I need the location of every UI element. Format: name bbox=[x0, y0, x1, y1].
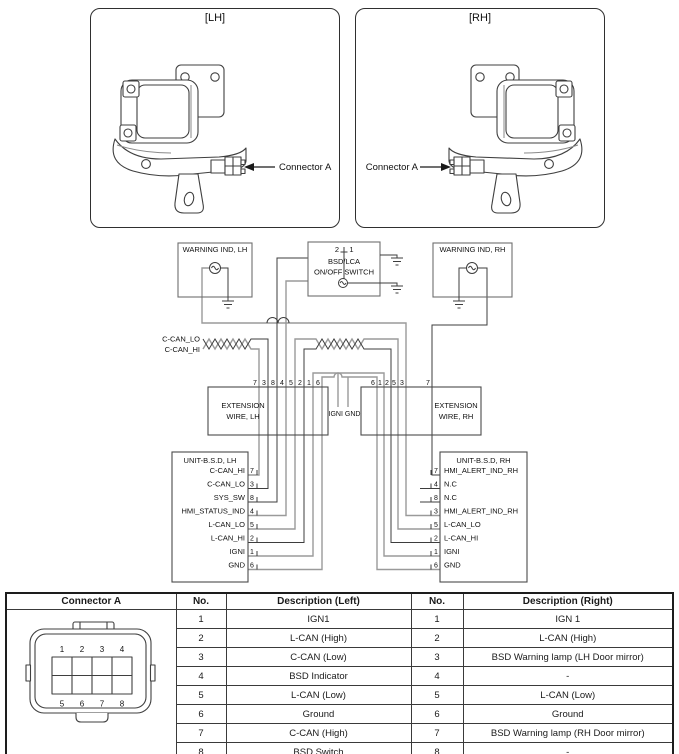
pin-number: 3 bbox=[434, 508, 438, 516]
cell-no-right: 1 bbox=[411, 610, 463, 629]
cell-desc-right: Ground bbox=[463, 705, 673, 724]
ext-lh-pin: 8 bbox=[271, 380, 275, 387]
cell-desc-right: L-CAN (Low) bbox=[463, 686, 673, 705]
header-desc-left: Description (Left) bbox=[226, 593, 411, 610]
pin-number: 7 bbox=[434, 468, 438, 475]
table-row bbox=[6, 610, 673, 629]
pin-number: 2 bbox=[434, 535, 438, 543]
pin-number: 4 bbox=[250, 508, 254, 516]
cell-no-right: 5 bbox=[411, 686, 463, 705]
cell-desc-right: IGN 1 bbox=[463, 610, 673, 629]
ext-rh-pin: 1 bbox=[378, 380, 382, 387]
panel-rh bbox=[355, 8, 605, 228]
cell-no-right: 2 bbox=[411, 629, 463, 648]
cell-no-left: 5 bbox=[176, 686, 226, 705]
pin-label: L-CAN_HI bbox=[210, 533, 245, 543]
switch-label-2: ON/OFF SWITCH bbox=[314, 267, 374, 277]
cell-desc-left: BSD Switch bbox=[226, 743, 411, 754]
pin-number: 1 bbox=[250, 549, 254, 556]
pin-label: HMI_ALERT_IND_RH bbox=[444, 466, 519, 475]
pin-label: L-CAN_HI bbox=[444, 533, 479, 543]
connector-pin-number: 4 bbox=[120, 645, 125, 654]
pin-label: L-CAN_LO bbox=[444, 520, 481, 529]
wire-switch-2 bbox=[248, 281, 308, 516]
table-header-row bbox=[6, 593, 673, 610]
extension-lh-label-1: EXTENSION bbox=[221, 401, 265, 410]
ext-rh-pin: 2 bbox=[385, 380, 389, 387]
switch-pin-2: 2 bbox=[334, 245, 340, 254]
header-no-right: No. bbox=[411, 593, 463, 610]
pin-number: 6 bbox=[434, 562, 438, 570]
extension-rh-label-1: EXTENSION bbox=[434, 401, 478, 410]
header-no-left: No. bbox=[176, 593, 226, 610]
pin-label: IGNI bbox=[444, 547, 460, 556]
pin-number: 3 bbox=[250, 481, 254, 489]
pin-number: 6 bbox=[250, 562, 254, 570]
cell-no-right: 4 bbox=[411, 667, 463, 686]
cell-no-right: 6 bbox=[411, 705, 463, 724]
connector-pin-number: 2 bbox=[80, 645, 85, 654]
pin-label: L-CAN_LO bbox=[208, 520, 245, 529]
wire-igni-gnd-drops bbox=[338, 373, 348, 407]
ext-lh-pin: 2 bbox=[298, 380, 302, 387]
pin-number: 7 bbox=[250, 468, 254, 475]
header-desc-right: Description (Right) bbox=[463, 593, 673, 610]
cell-no-right: 8 bbox=[411, 743, 463, 754]
bsd-unit-drawing-lh bbox=[91, 9, 339, 227]
ext-lh-pin: 1 bbox=[307, 380, 311, 387]
ground-icon bbox=[348, 283, 404, 293]
cell-desc-right: BSD Warning lamp (LH Door mirror) bbox=[463, 648, 673, 667]
ext-rh-pin: 6 bbox=[371, 380, 375, 387]
ground-icon bbox=[221, 268, 235, 308]
pin-label: HMI_ALERT_IND_RH bbox=[444, 506, 519, 516]
pin-number: 5 bbox=[434, 522, 438, 529]
cell-desc-left: C-CAN (Low) bbox=[226, 648, 411, 667]
connector-pin-number: 6 bbox=[80, 699, 85, 709]
connector-pin-number: 5 bbox=[60, 699, 65, 709]
header-connector: Connector A bbox=[6, 593, 176, 610]
cell-no-left: 3 bbox=[176, 648, 226, 667]
connector-pin-number: 7 bbox=[100, 699, 105, 709]
cell-no-left: 8 bbox=[176, 743, 226, 754]
switch-label-1: BSD/LCA bbox=[327, 257, 361, 266]
c-can-lo-label: C-CAN_LO bbox=[162, 334, 200, 344]
cell-no-left: 1 bbox=[176, 610, 226, 629]
ext-lh-pin: 4 bbox=[280, 380, 284, 387]
pin-number: 1 bbox=[434, 549, 438, 556]
warning-ind-lh-label: WARNING IND, LH bbox=[182, 245, 248, 254]
ext-lh-pin: 6 bbox=[316, 380, 320, 387]
pin-number: 5 bbox=[250, 522, 254, 529]
cell-desc-left: L-CAN (High) bbox=[226, 629, 411, 648]
igni-gnd-label: IGNI GND bbox=[328, 411, 361, 418]
cell-desc-right: - bbox=[463, 743, 673, 754]
cell-desc-right: L-CAN (High) bbox=[463, 629, 673, 648]
lamp-icon bbox=[467, 263, 478, 274]
connector-pinout-table bbox=[5, 592, 674, 754]
pin-label: GND bbox=[444, 560, 461, 570]
cell-no-right: 7 bbox=[411, 724, 463, 743]
ext-lh-pin: 3 bbox=[262, 380, 266, 387]
lamp-icon bbox=[210, 263, 221, 274]
connector-a-arrow bbox=[420, 163, 451, 171]
pin-label: N.C bbox=[444, 493, 457, 502]
panel-lh bbox=[90, 8, 340, 228]
connector-a-arrow bbox=[244, 163, 275, 171]
ground-icon bbox=[453, 268, 467, 308]
cell-no-left: 7 bbox=[176, 724, 226, 743]
cell-no-left: 4 bbox=[176, 667, 226, 686]
ext-rh-pin: 7 bbox=[426, 380, 430, 387]
cell-desc-left: BSD Indicator bbox=[226, 667, 411, 686]
pin-label: SYS_SW bbox=[213, 493, 245, 502]
pin-number: 8 bbox=[250, 495, 254, 502]
warning-ind-rh-label: WARNING IND, RH bbox=[439, 245, 506, 254]
pin-label: HMI_STATUS_IND bbox=[181, 506, 245, 516]
pin-label: IGNI bbox=[229, 547, 245, 556]
ext-rh-pin: 5 bbox=[392, 380, 396, 387]
cell-no-left: 6 bbox=[176, 705, 226, 724]
connector-pin-number: 1 bbox=[60, 645, 65, 654]
ext-lh-pin: 5 bbox=[289, 380, 293, 387]
connector-a-label-rh: Connector A bbox=[365, 162, 418, 173]
connector-a-drawing bbox=[7, 613, 175, 754]
cell-no-left: 2 bbox=[176, 629, 226, 648]
extension-wire-rh-box bbox=[361, 387, 481, 435]
connector-pin-grid bbox=[52, 657, 132, 694]
bsd-unit-drawing-rh bbox=[356, 9, 604, 227]
cell-desc-right: - bbox=[463, 667, 673, 686]
cell-desc-left: IGN1 bbox=[226, 610, 411, 629]
c-can-hi-label: C-CAN_HI bbox=[164, 345, 200, 354]
wire-warning-lh bbox=[202, 268, 440, 516]
connector-a-label-lh: Connector A bbox=[279, 162, 332, 173]
pin-number: 8 bbox=[434, 495, 438, 502]
panel-rh-title: [RH] bbox=[469, 12, 491, 24]
cell-desc-left: L-CAN (Low) bbox=[226, 686, 411, 705]
panel-lh-title: [LH] bbox=[204, 12, 226, 24]
extension-rh-label-2: WIRE, RH bbox=[438, 412, 474, 421]
connector-pin-number: 8 bbox=[120, 699, 125, 709]
pin-label: GND bbox=[228, 560, 245, 570]
cell-desc-left: C-CAN (High) bbox=[226, 724, 411, 743]
ext-lh-pin: 7 bbox=[253, 380, 257, 387]
cell-desc-left: Ground bbox=[226, 705, 411, 724]
pin-number: 4 bbox=[434, 481, 438, 489]
connector-a-drawing-cell bbox=[6, 610, 176, 754]
pin-number: 2 bbox=[250, 535, 254, 543]
unit-bsd-lh-title: UNIT-B.S.D, LH bbox=[183, 456, 237, 465]
connector-pin-number: 3 bbox=[100, 645, 105, 654]
switch-pin-1: 1 bbox=[349, 245, 354, 254]
pin-label: N.C bbox=[444, 479, 457, 489]
extension-lh-label-2: WIRE, LH bbox=[226, 412, 260, 421]
wiring-schematic bbox=[0, 235, 679, 592]
cell-no-right: 3 bbox=[411, 648, 463, 667]
unit-bsd-rh-title: UNIT-B.S.D, RH bbox=[456, 456, 511, 465]
ground-icon bbox=[380, 255, 403, 265]
pin-label: C-CAN_HI bbox=[209, 466, 245, 475]
cell-desc-right: BSD Warning lamp (RH Door mirror) bbox=[463, 724, 673, 743]
lamp-icon bbox=[339, 279, 348, 288]
pin-label: C-CAN_LO bbox=[207, 479, 245, 489]
ext-rh-pin: 3 bbox=[400, 380, 404, 387]
